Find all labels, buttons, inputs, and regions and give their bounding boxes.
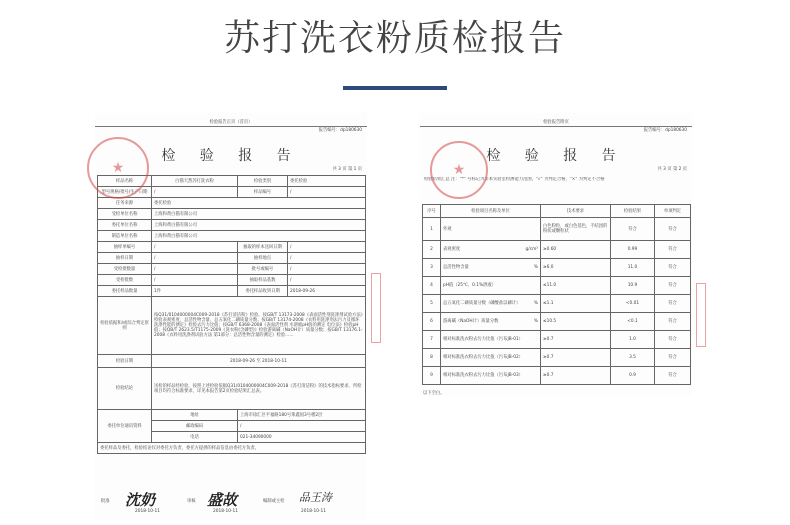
item-result: 11.0 [611, 259, 655, 277]
sheet-label: 检验报告正页（首页） [209, 120, 253, 125]
approve-label: 批准 [101, 499, 110, 504]
conclusion-text: 送检的样品经检验，按照上述检验依据Q31/0104000004C009-2018《苏打清洁粉》的技术指标要求，所检项目均符合标准要求，详见本报告第2页检验结果汇总表。 [152, 368, 366, 410]
header-cell: 单项判定 [655, 205, 691, 218]
item-result: <0.01 [611, 295, 655, 313]
table-row [98, 410, 366, 421]
test-date: 2018-09-26 至 2018-10-11 [152, 355, 366, 368]
table-cell: 样品名称 [98, 176, 152, 187]
item-verdict: 符合 [655, 277, 691, 295]
page-number: 共 3 页 第 1 页 [332, 167, 362, 172]
table-cell: / [288, 275, 366, 286]
left-report-page [95, 113, 367, 520]
table-cell: 任务来源 [98, 198, 152, 209]
item-name-cell [441, 295, 541, 313]
table-cell: 上海和黄白猫有限公司 [152, 220, 366, 231]
item-requirement: ≥6.0 [541, 259, 611, 277]
item-requirement: ≥0.7 [541, 331, 611, 349]
item-no: 3 [423, 259, 441, 277]
editor-date: 2018-10-11 [301, 509, 326, 514]
item-no: 2 [423, 241, 441, 259]
item-no: 9 [423, 367, 441, 385]
table-row [98, 286, 366, 297]
summary-note: 检验结果汇总 注："*" 号标记为非本实验室检测能力范围，"√" 为判定合格，"×" 为判定不合格 [424, 177, 605, 182]
table-row [98, 368, 366, 410]
contact-label: 委托单位通讯资料 [98, 410, 152, 443]
seal-star-icon: ★ [111, 160, 125, 176]
item-no: 4 [423, 277, 441, 295]
item-name: 相对标准洗衣粉去污力比值（污布JB-01） [443, 337, 523, 342]
item-result: 3.5 [611, 349, 655, 367]
item-unit: g/cm³ [525, 247, 538, 252]
table-row [423, 277, 691, 295]
item-verdict: 符合 [655, 349, 691, 367]
sheet-label: 检验报告附页 [543, 120, 569, 125]
item-verdict: 符合 [655, 313, 691, 331]
table-cell: 委托检验 [288, 176, 366, 187]
item-name-cell [441, 218, 541, 241]
item-no: 5 [423, 295, 441, 313]
phone-value: 021-34090000 [238, 432, 366, 443]
table-cell: 型号规格/批号/生产日期 [98, 187, 152, 198]
table-cell: 抽样地点 [238, 253, 288, 264]
item-name-cell [441, 259, 541, 277]
table-cell: 上海和黄白猫有限公司 [152, 231, 366, 242]
item-unit: % [533, 319, 538, 324]
table-row [98, 264, 366, 275]
item-name-cell [441, 367, 541, 385]
item-requirement: ≥0.7 [541, 367, 611, 385]
report-number: 报告编号：dp180630 [643, 128, 687, 133]
official-seal-stamp [87, 137, 149, 199]
table-cell: / [152, 187, 238, 198]
item-name: 表观密度 [443, 247, 461, 252]
item-verdict: 符合 [655, 259, 691, 277]
item-verdict: 符合 [655, 218, 691, 241]
table-cell: / [152, 264, 238, 275]
conclusion-label: 检验结论 [98, 368, 152, 410]
item-name: 外观 [443, 226, 452, 232]
table-row [98, 242, 366, 253]
header-cell: 检验结果 [611, 205, 655, 218]
table-cell: 受检批数 [98, 275, 152, 286]
table-row [98, 355, 366, 368]
header-cell: 序号 [423, 205, 441, 218]
item-name: 相对标准洗衣粉去污力比值（污布JB-03） [443, 373, 523, 378]
right-report-page [420, 113, 692, 396]
review-label: 审核 [187, 499, 196, 504]
seal-star-icon: ★ [452, 162, 466, 178]
table-cell: / [152, 253, 238, 264]
table-cell: 批号或编号 [238, 264, 288, 275]
divider [95, 126, 367, 127]
table-row [423, 241, 691, 259]
table-cell: 制造单位名称 [98, 231, 152, 242]
table-cell: 1件 [152, 286, 238, 297]
table-cell: 白猫天然苏打洗衣粉 [152, 176, 238, 187]
approve-date: 2018-10-11 [135, 509, 160, 514]
table-cell: 委托检验 [152, 198, 366, 209]
table-cell: 抽样日期 [98, 253, 152, 264]
edge-seal-stamp [371, 273, 381, 343]
table-cell: 抽样单编号 [98, 242, 152, 253]
item-result: 0.99 [611, 241, 655, 259]
table-row [98, 231, 366, 242]
table-row [98, 220, 366, 231]
phone-label: 电话 [152, 432, 238, 443]
item-no: 1 [423, 218, 441, 241]
table-cell: 抽取的样本送回日期 [238, 242, 288, 253]
table-row [98, 209, 366, 220]
official-seal-stamp [430, 141, 488, 199]
postcode-label: 邮政编码 [152, 421, 238, 432]
item-result: 0.9 [611, 367, 655, 385]
editor-signature: 品王涛 [299, 491, 332, 504]
table-row [423, 349, 691, 367]
table-cell: / [288, 242, 366, 253]
item-name-cell [441, 313, 541, 331]
table-row [423, 259, 691, 277]
table-header-row [423, 205, 691, 218]
results-table [422, 204, 691, 385]
table-cell: / [152, 275, 238, 286]
report-number: 报告编号：dp180630 [318, 128, 362, 133]
table-cell: / [288, 187, 366, 198]
table-cell: 样品编号 [238, 187, 288, 198]
table-row [98, 275, 366, 286]
header-cell: 检验项目名称及单位 [441, 205, 541, 218]
table-cell: 受检单位名称 [98, 209, 152, 220]
item-verdict: 符合 [655, 331, 691, 349]
item-result: 1.0 [611, 331, 655, 349]
item-requirement: ≤10.5 [541, 313, 611, 331]
edge-seal-stamp [696, 283, 706, 347]
table-row [423, 367, 691, 385]
page-number: 共 3 页 第 2 页 [657, 167, 687, 172]
table-cell: 委托单位名称 [98, 220, 152, 231]
report-title: 检 验 报 告 [161, 148, 301, 164]
table-cell: 抽取样品基数 [238, 275, 288, 286]
page-heading: 苏打洗衣粉质检报告 [223, 18, 566, 59]
item-name-cell [441, 331, 541, 349]
signature-row [95, 491, 367, 517]
heading-underline [343, 86, 447, 90]
divider [420, 126, 692, 127]
basis-text: 按Q31/0104000004C009-2018《苏打清洁粉》检验。按GB/T 13173-2008《表面活性剂洗涤剂试验方法》检验表观密度、总活性物含量、总五氧化二磷质量分数；按GB/T 13174-2008《衣料用洗涤剂去污力及循环洗涤性能的测定》检验去污力比值；按GB/T 6368-2008《表面活性剂 水溶液pH值的测定 电位法》检验pH值；按QB/T 2623.5/T1175-2009《洗衣粉(含磷型)》检验游离碱（NaOH计）质量分数；按GB/T 13176.1-2008《衣料用洗涤剂试验方法 第1部分：总活性物含量的测定》检验…… [152, 297, 366, 355]
table-cell: 受检批数量 [98, 264, 152, 275]
approver-signature: 沈奶 [125, 491, 156, 509]
item-unit: % [533, 265, 538, 270]
table-row [423, 295, 691, 313]
item-name: 总活性物含量 [443, 265, 469, 270]
address-label: 地址 [152, 410, 238, 421]
item-no: 6 [423, 313, 441, 331]
item-requirement: 白色粉粒，或白色基色，不结团的粉状或颗粒状 [541, 218, 611, 241]
item-requirement: ≥0.7 [541, 349, 611, 367]
item-result: 符合 [611, 218, 655, 241]
item-name: 游离碱（NaOH计）质量分数 [443, 319, 499, 324]
postcode-value: / [238, 421, 366, 432]
item-requirement: ≤1.1 [541, 295, 611, 313]
table-row [423, 331, 691, 349]
item-unit: % [533, 301, 538, 306]
table-cell: / [288, 253, 366, 264]
item-name: 相对标准洗衣粉去污力比值（污布JB-02） [443, 355, 523, 360]
table-cell: / [288, 264, 366, 275]
table-row [423, 218, 691, 241]
table-cell: 委托样品数量 [98, 286, 152, 297]
item-name-cell [441, 241, 541, 259]
item-no: 7 [423, 331, 441, 349]
test-date-label: 检验日期 [98, 355, 152, 368]
item-result: 10.9 [611, 277, 655, 295]
report-note: 委托样品及委托，检验结论仅对委托方负责，委托方提供的样品信息由委托方负责。 [98, 443, 366, 454]
address-value: 上海市徐汇区平福路180号莱鑫国3号楼2层 [238, 410, 366, 421]
item-verdict: 符合 [655, 295, 691, 313]
report-title: 检 验 报 告 [486, 148, 626, 164]
blank-below-note: 以下空白。 [423, 391, 445, 396]
table-cell: / [152, 242, 238, 253]
table-row [98, 297, 366, 355]
item-result: <0.1 [611, 313, 655, 331]
table-row [423, 313, 691, 331]
item-name: pH值（25℃，0.1%溶液） [443, 283, 496, 288]
item-name-cell [441, 349, 541, 367]
review-date: 2018-10-11 [213, 509, 238, 514]
item-verdict: 符合 [655, 241, 691, 259]
item-name: 总五氧化二磷质量分数（磷酸盐以磷计） [443, 301, 521, 306]
table-row [98, 198, 366, 209]
item-requirement: ≥0.60 [541, 241, 611, 259]
table-cell: 2018-09-26 [288, 286, 366, 297]
item-name-cell [441, 277, 541, 295]
table-cell: 上海和黄白猫有限公司 [152, 209, 366, 220]
table-cell: 委托样品收到日期 [238, 286, 288, 297]
info-table [97, 175, 366, 454]
editor-label: 编制或主检 [263, 499, 285, 504]
header-cell: 技术要求 [541, 205, 611, 218]
table-row [98, 253, 366, 264]
basis-label: 检验依据和/或综合判定原则 [98, 297, 152, 355]
item-requirement: ≤11.0 [541, 277, 611, 295]
table-cell: 检验类别 [238, 176, 288, 187]
item-verdict: 符合 [655, 367, 691, 385]
reviewer-signature: 盛故 [207, 491, 238, 509]
item-no: 8 [423, 349, 441, 367]
table-row [98, 443, 366, 454]
